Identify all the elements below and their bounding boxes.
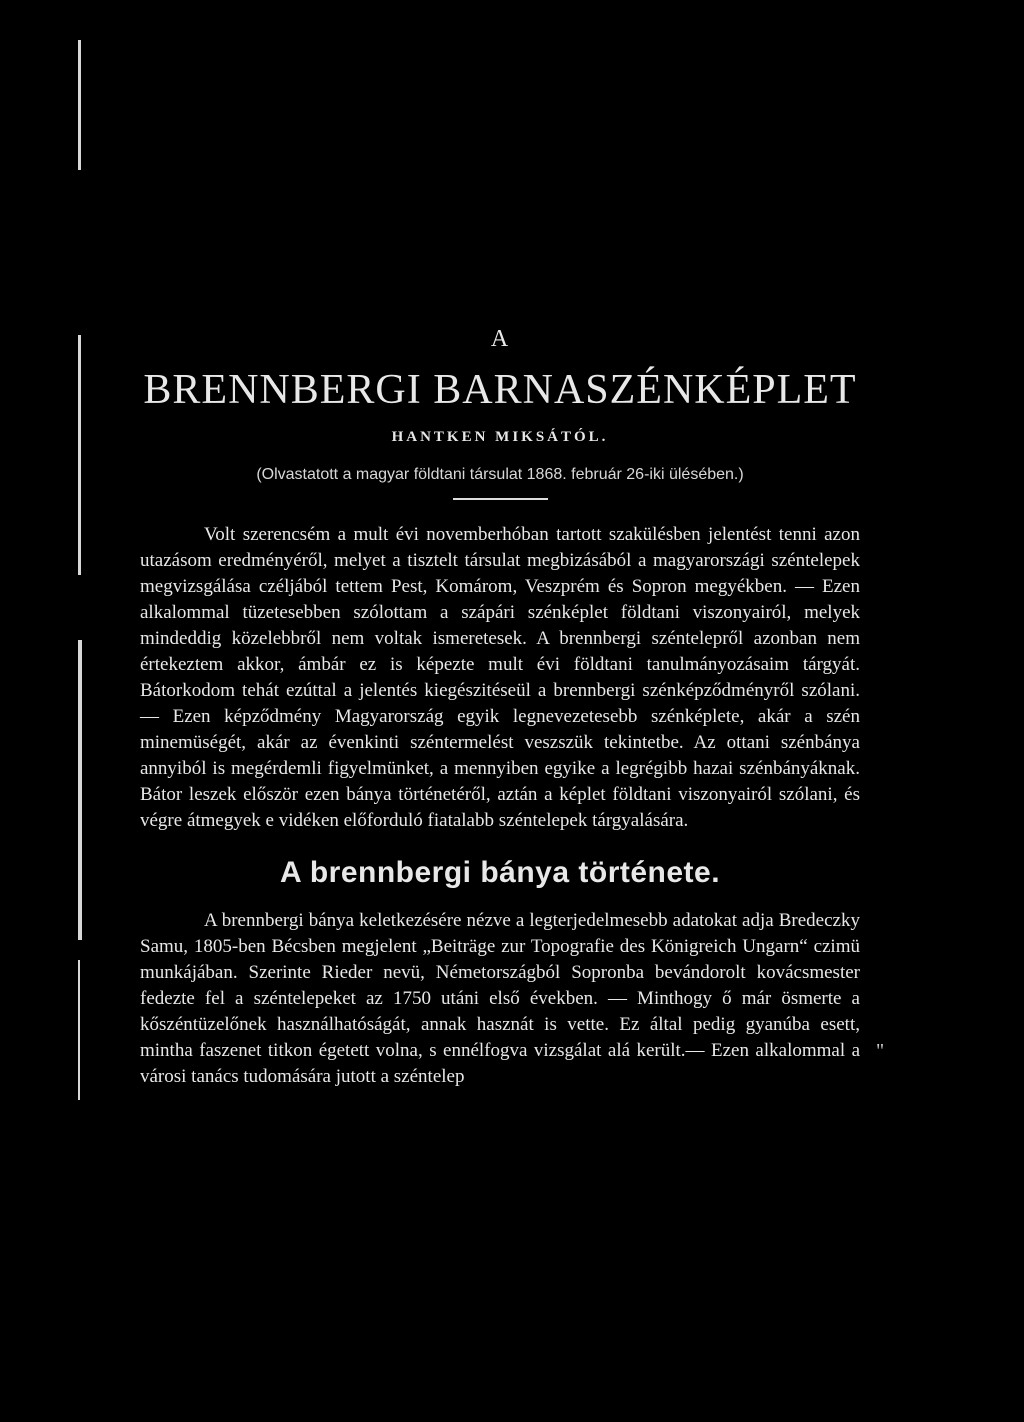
reading-note: (Olvastatott a magyar földtani társulat 1868. február 26-iki ülésében.) [256, 466, 744, 484]
author-line: HANTKEN MIKSÁTÓL. [391, 429, 609, 446]
scan-edge-mark [78, 960, 80, 1100]
scan-edge-mark [78, 335, 81, 575]
history-section [140, 908, 860, 1090]
intro-paragraph: Volt szerencsém a mult évi novemberhóban tartott szakülésben jelentést tenni azon utazásom eredményéről, melyet a tisztelt társulat megbizásából a magyarországi széntelepek megvizsgálása czéljából tettem Pest, Komárom, Veszprém és Sopron megyékben. — Ezen alkalommal tüzetesebben szólottam a szápári szénképlet földtani viszonyairól, melyek mindeddig közelebbről nem voltak ismeretesek. A brennbergi széntelepről azonban nem értekeztem akkor, ámbár ez is képezte mult évi földtani tanulmányozásaim tárgyát. Bátorkodom tehát ezúttal a jelentés kiegészitéseül a brennbergi szénképződményről szólani. — Ezen képződmény Magyarország egyik legnevezetesebb szénképlete, akár a szén minemüségét, akár az évenkinti széntermelést veszszük tekintetbe. Az ottani szénbánya annyiból is megérdemli figyelmünket, a mennyiben egyike a legrégibb hazai szénbányáknak. Bátor leszek először ezen bánya történetéről, aztán a képlet földtani viszonyairól szólani, és végre átmegyek e vidéken előforduló fiatalabb széntelepek tárgyalására. [140, 524, 860, 832]
margin-mark: " [876, 1040, 885, 1062]
divider-rule [453, 498, 548, 500]
scan-edge-mark [78, 40, 81, 170]
history-paragraph: A brennbergi bánya keletkezésére nézve a legterjedelmesebb adatokat adja Bredeczky Samu, 1805-ben Bécsben megjelent „Beiträge zur Topografie des Königreich Ungarn“ czimü munkájában. Szerinte Rieder nevü, Németországból Sopronba bevándorolt kovácsmester fedezte fel a széntelepeket az 1750 utáni első években. — Minthogy ő már ösmerte a kőszéntüzelőnek használhatóságát, annak hasznát is vette. Ez által pedig gyanúba esett, mintha faszenet titkon égetett volna, s ennélfogva vizsgálat alá került.— Ezen alkalommal a városi tanács tudomására jutott a széntelep [140, 910, 860, 1088]
scan-edge-mark [78, 640, 82, 940]
document-page [140, 320, 860, 1090]
intro-section [140, 522, 860, 834]
section-heading: A brennbergi bánya története. [279, 856, 721, 890]
document-title: BRENNBERGI BARNASZÉNKÉPLET [143, 367, 857, 413]
title-kicker: A [490, 326, 510, 352]
